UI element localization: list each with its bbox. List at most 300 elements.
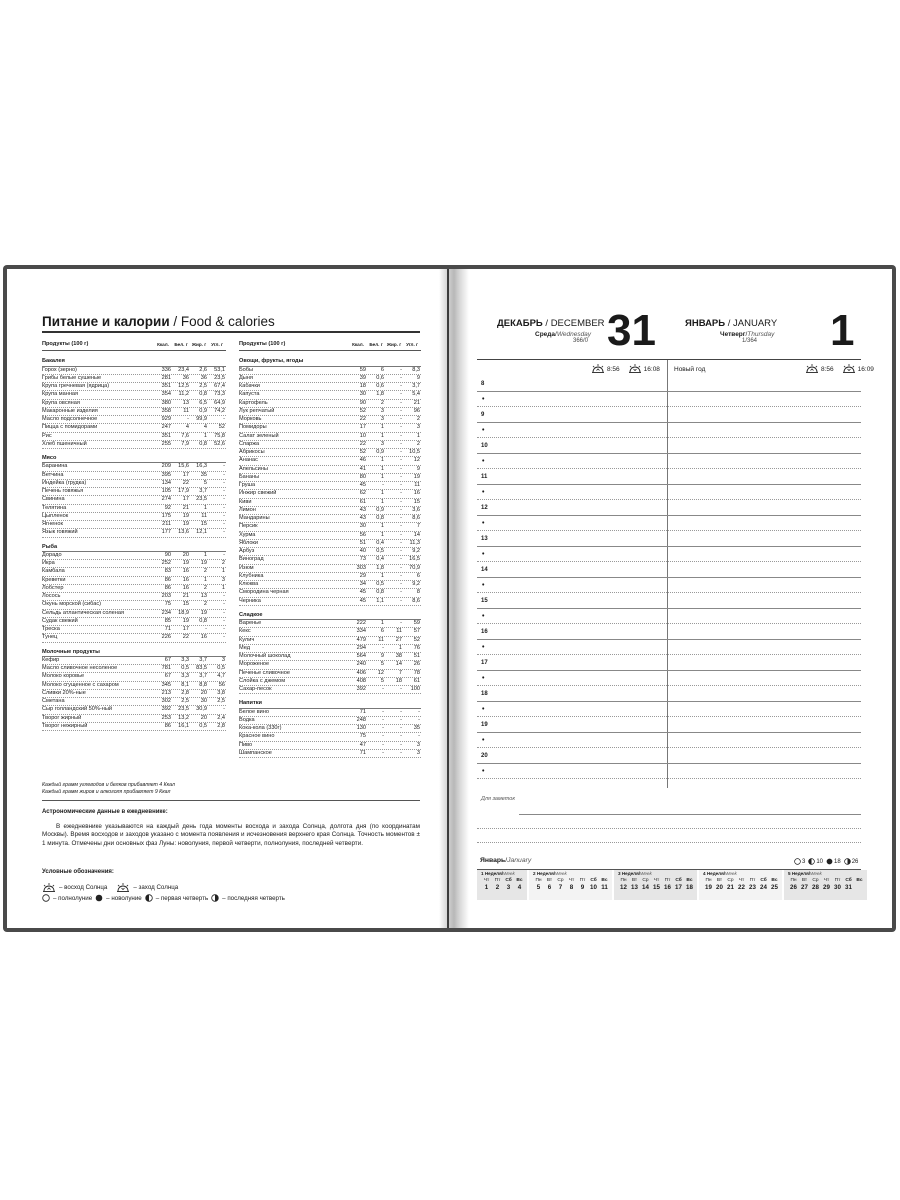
- nutrient-value: 12: [377, 669, 384, 676]
- table-row: [42, 400, 226, 408]
- week-title: 5 Неделя/Week: [788, 871, 822, 876]
- half-hour-slot[interactable]: [477, 764, 861, 780]
- calendar-day[interactable]: 28: [812, 884, 819, 891]
- calendar-day[interactable]: 6: [547, 884, 552, 891]
- nutrient-value: 67,4: [214, 383, 225, 389]
- nutrient-value: 15,6: [178, 463, 189, 470]
- table-row: [42, 552, 226, 560]
- table-row: [42, 715, 226, 723]
- weekday-abbr: Вт: [546, 878, 553, 883]
- footnote-2: Каждый грамм жиров и алкоголя прибавляет 9 Ккал: [42, 789, 171, 795]
- nutrient-value: 23,5: [214, 374, 225, 381]
- full-moon-icon: [794, 858, 801, 865]
- nutrient-value: 9,2: [412, 581, 420, 587]
- nutrient-value: 19: [182, 521, 189, 527]
- nutrient-value: 5: [380, 677, 384, 684]
- half-hour-slot[interactable]: [477, 392, 861, 408]
- nutrient-value: 2,8: [217, 722, 225, 729]
- weekday-abbr: Пт: [494, 878, 501, 883]
- table-row: [42, 433, 226, 441]
- product-name: Горох (зерно): [42, 366, 77, 373]
- product-name: Камбала: [42, 568, 65, 575]
- nutrient-value: 11: [414, 482, 420, 488]
- nutrient-value: 11: [183, 407, 189, 414]
- food-section-title: Мясо: [42, 455, 226, 463]
- week-label-en: Week: [555, 871, 567, 876]
- half-hour-dot: •: [482, 520, 485, 527]
- product-name: Лосось: [42, 593, 61, 599]
- calendar-day-empty: [854, 884, 865, 891]
- half-hour-slot[interactable]: [477, 423, 861, 439]
- nutrient-value: 1: [221, 568, 225, 575]
- hour-slot[interactable]: [477, 531, 861, 547]
- hour-label: 10: [481, 442, 488, 449]
- calendar-day[interactable]: 18: [686, 884, 693, 891]
- nutrient-value: -: [223, 551, 225, 558]
- nutrient-value: 1: [380, 473, 384, 480]
- nutrient-value: 247: [161, 424, 171, 431]
- nutrient-value: 175: [161, 512, 171, 519]
- hour-slot[interactable]: [477, 686, 861, 702]
- nutrient-value: -: [400, 416, 402, 422]
- nutrient-value: -: [382, 741, 384, 748]
- nutrient-value: 74,2: [214, 407, 225, 414]
- nutrient-value: 59: [359, 366, 366, 373]
- table-row: [239, 717, 421, 725]
- notes-area[interactable]: [477, 801, 861, 843]
- product-name: Язык говяжий: [42, 529, 78, 536]
- nutrient-value: -: [400, 457, 402, 464]
- week-label-en: Week: [503, 871, 515, 876]
- nutrient-value: 8,8: [199, 681, 207, 688]
- nutrient-value: -: [223, 479, 225, 486]
- sunset-icon: [116, 883, 130, 892]
- weekday-abbr: Ср: [727, 878, 734, 883]
- hour-slot[interactable]: [477, 438, 861, 454]
- table-row: [239, 515, 421, 523]
- half-hour-slot[interactable]: [477, 640, 861, 656]
- calendar-day[interactable]: 29: [823, 884, 830, 891]
- first-quarter-icon: [145, 894, 153, 902]
- calendar-day[interactable]: 20: [716, 884, 723, 891]
- nutrient-value: 26: [413, 661, 420, 668]
- nutrient-value: 15: [413, 498, 420, 505]
- calendar-day[interactable]: 2: [495, 884, 500, 891]
- nutrient-value: 29: [359, 572, 366, 579]
- nutrient-value: 9: [380, 653, 384, 659]
- weekday-abbr: Вс: [771, 878, 778, 883]
- hour-slot[interactable]: [477, 469, 861, 485]
- nutrient-value: 252: [161, 560, 171, 566]
- table-row: [239, 499, 421, 507]
- sunrise-time: 8:56: [821, 366, 834, 373]
- week-title: 4 Неделя/Week: [703, 871, 737, 876]
- table-row: [239, 400, 421, 408]
- calendar-day[interactable]: 5: [536, 884, 541, 891]
- table-row: [42, 690, 226, 698]
- table-row: [42, 488, 226, 496]
- nutrient-value: 3,3: [181, 673, 189, 680]
- calendar-day[interactable]: 13: [631, 884, 638, 891]
- nutrient-value: 75: [359, 733, 366, 740]
- product-name: Ананас: [239, 457, 258, 464]
- nutrient-value: 177: [161, 529, 171, 536]
- product-name: Сельдь атлантическая соленая: [42, 609, 124, 616]
- nutrient-value: 7,6: [181, 432, 189, 439]
- legend-new-moon: – новолуние: [106, 894, 142, 902]
- nutrient-value: -: [223, 617, 225, 624]
- header-value: Ккал.: [157, 342, 169, 347]
- nutrient-value: 75: [164, 601, 171, 608]
- nutrient-value: 14: [413, 531, 420, 538]
- product-name: Груша: [239, 482, 256, 488]
- calendar-day[interactable]: 7: [558, 884, 563, 891]
- nutrient-value: 0,6: [376, 374, 384, 381]
- nutrient-value: 53,1: [214, 366, 225, 373]
- nutrient-value: 43: [359, 515, 366, 521]
- nutrient-value: 13,2: [178, 714, 189, 721]
- table-row: [239, 637, 421, 645]
- nutrient-value: 67: [164, 673, 171, 680]
- hour-slot[interactable]: [477, 562, 861, 578]
- product-name: Грибы белые сушеные: [42, 374, 102, 381]
- calendar-day[interactable]: 9: [580, 884, 585, 891]
- weekday-abbr: Чт: [653, 878, 660, 883]
- nutrient-value: 90: [164, 551, 171, 558]
- half-hour-dot: •: [482, 489, 485, 496]
- product-name: Икра: [42, 560, 55, 566]
- hour-slot[interactable]: [477, 655, 861, 671]
- calendar-week: [614, 870, 697, 900]
- nutrient-value: 0,5: [376, 581, 384, 587]
- moon-phase-day: 3: [802, 858, 806, 865]
- table-row: [42, 513, 226, 521]
- nutrient-value: 5: [203, 479, 207, 486]
- calendar-day[interactable]: 19: [705, 884, 712, 891]
- calendar-day[interactable]: 21: [727, 884, 734, 891]
- day-number-row: [481, 883, 525, 891]
- nutrient-value: 781: [161, 665, 171, 671]
- nutrient-value: 11: [378, 636, 384, 643]
- nutrient-value: 2: [416, 416, 420, 422]
- nutrient-value: -: [400, 366, 402, 373]
- nutrient-value: -: [400, 523, 402, 530]
- half-hour-dot: •: [482, 675, 485, 682]
- nutrient-value: 27: [395, 636, 402, 643]
- nutrient-value: -: [400, 572, 402, 579]
- nutrient-value: 18: [395, 677, 402, 684]
- weekday-abbr: Пн: [705, 878, 712, 883]
- table-row: [42, 657, 226, 665]
- half-hour-slot[interactable]: [477, 671, 861, 687]
- weekday-row: [481, 876, 525, 883]
- nutrient-value: 13,6: [178, 529, 189, 536]
- calendar-day[interactable]: 10: [590, 884, 597, 891]
- nutrient-value: 3: [380, 440, 384, 447]
- nutrient-value: 3: [221, 656, 225, 663]
- calendar-day[interactable]: 24: [760, 884, 767, 891]
- table-row: [239, 565, 421, 573]
- nutrient-value: 7: [416, 523, 420, 530]
- nutrient-value: 56: [359, 531, 366, 538]
- nutrient-value: 11: [201, 512, 207, 519]
- half-hour-slot[interactable]: [477, 578, 861, 594]
- hour-label: 17: [481, 659, 488, 666]
- hour-label: 20: [481, 752, 488, 759]
- hour-slot[interactable]: [477, 500, 861, 516]
- week-label-en: Week: [725, 871, 737, 876]
- table-row: [239, 532, 421, 540]
- table-row: [239, 661, 421, 669]
- weekday-abbr: Пн: [535, 878, 542, 883]
- nutrient-value: -: [382, 708, 384, 715]
- product-name: Молоко коровье: [42, 673, 85, 680]
- nutrient-value: 16,1: [178, 722, 189, 729]
- product-name: Кефир: [42, 656, 60, 663]
- half-hour-slot[interactable]: [477, 485, 861, 501]
- nutrient-value: -: [400, 440, 402, 447]
- nutrient-value: -: [223, 512, 225, 519]
- food-section-title: Напитки: [239, 700, 421, 708]
- nutrient-value: 2,4: [217, 714, 225, 721]
- product-name: Виноград: [239, 556, 264, 563]
- nutrient-value: 3,7: [199, 673, 207, 680]
- nutrient-value: 8,3: [412, 366, 420, 373]
- nutrient-value: 211: [162, 521, 171, 527]
- calendar-day[interactable]: 27: [801, 884, 808, 891]
- nutrient-value: 6: [380, 628, 384, 635]
- product-name: Персик: [239, 523, 258, 530]
- nutrient-value: 20: [200, 689, 207, 696]
- nutrient-value: 134: [161, 479, 171, 486]
- product-name: Хурма: [239, 531, 256, 538]
- nutrient-value: 345: [161, 681, 171, 688]
- product-name: Хлеб пшеничный: [42, 440, 87, 447]
- calendar-day[interactable]: 8: [569, 884, 574, 891]
- nutrient-value: 2: [380, 399, 384, 406]
- nutrient-value: 35: [200, 471, 207, 478]
- half-hour-slot[interactable]: [477, 454, 861, 470]
- calendar-day[interactable]: 30: [834, 884, 841, 891]
- nutrient-value: 90: [359, 399, 366, 406]
- half-hour-slot[interactable]: [477, 547, 861, 563]
- nutrient-value: 3,7: [412, 383, 420, 389]
- hour-slot[interactable]: [477, 748, 861, 764]
- product-name: Масло подсолнечное: [42, 416, 98, 422]
- half-hour-slot[interactable]: [477, 733, 861, 749]
- nutrient-value: 16: [182, 576, 189, 583]
- calendar-day[interactable]: 16: [664, 884, 671, 891]
- calendar-day[interactable]: 15: [653, 884, 660, 891]
- nutrient-value: 10,5: [409, 449, 420, 455]
- food-section-title: Сладкое: [239, 612, 421, 620]
- nutrient-value: 1: [380, 523, 384, 530]
- product-name: Кока-кола (330г): [239, 725, 282, 731]
- food-section-title: Рыба: [42, 544, 226, 552]
- product-name: Смородина черная: [239, 589, 289, 596]
- nutrient-value: 303: [356, 564, 366, 571]
- legend-line-moon: [42, 894, 285, 902]
- nutrient-value: 22: [182, 479, 189, 486]
- moon-phase-day: 10: [816, 858, 824, 865]
- product-name: Пицца с помидорами: [42, 424, 98, 431]
- half-hour-dot: •: [482, 582, 485, 589]
- product-name: Красное вино: [239, 733, 275, 740]
- nutrient-value: 83: [164, 568, 171, 575]
- calendar-week: [784, 870, 867, 900]
- nutrient-value: 4,7: [217, 673, 225, 680]
- product-name: Мед: [239, 644, 250, 651]
- table-row: [239, 441, 421, 449]
- nutrient-value: 234: [161, 609, 171, 616]
- table-row: [239, 391, 421, 399]
- nutrient-value: 10: [359, 432, 366, 439]
- table-row: [42, 601, 226, 609]
- nutrient-value: -: [400, 556, 402, 563]
- nutrient-value: 281: [161, 374, 171, 381]
- product-name: Рис: [42, 432, 52, 439]
- hour-label: 19: [481, 721, 488, 728]
- product-name: Ягненок: [42, 521, 63, 527]
- nutrient-value: 86: [164, 576, 171, 583]
- nutrient-value: 2,6: [199, 366, 207, 373]
- nutrient-value: -: [187, 416, 189, 422]
- product-name: Индейка (грудка): [42, 479, 87, 486]
- nutrient-value: 30,9: [196, 706, 207, 713]
- half-hour-slot[interactable]: [477, 609, 861, 625]
- weekday-abbr: Вс: [516, 878, 523, 883]
- calendar-day[interactable]: 14: [642, 884, 649, 891]
- table-row: [42, 441, 226, 449]
- table-row: [239, 742, 421, 750]
- nutrient-value: 56: [218, 681, 225, 688]
- week-label: Неделя: [484, 871, 502, 876]
- table-row: [239, 670, 421, 678]
- half-hour-dot: •: [482, 427, 485, 434]
- half-hour-slot[interactable]: [477, 516, 861, 532]
- calendar-day[interactable]: 25: [771, 884, 778, 891]
- nutrient-value: 1,1: [376, 597, 384, 604]
- nutrient-value: 34: [359, 581, 366, 587]
- half-hour-dot: •: [482, 396, 485, 403]
- table-row: [239, 598, 421, 606]
- nutrient-value: 71: [359, 708, 366, 715]
- nutrient-value: 59: [413, 620, 420, 626]
- week-label: Неделя: [536, 871, 554, 876]
- product-name: Слойка с джемом: [239, 677, 286, 684]
- moon-phase-day: 26: [851, 858, 859, 865]
- nutrient-value: 0,9: [376, 506, 384, 513]
- nutrient-value: 9: [416, 465, 420, 472]
- calendar-day[interactable]: 23: [749, 884, 756, 891]
- nutrient-value: 564: [356, 653, 366, 659]
- nutrient-value: -: [400, 498, 402, 505]
- table-row: [42, 416, 226, 424]
- weekday-name: Среда/Wednesday: [535, 331, 592, 338]
- nutrient-value: -: [400, 391, 402, 398]
- calendar-day[interactable]: 4: [517, 884, 522, 891]
- nutrient-value: -: [418, 716, 420, 723]
- product-name: Варенье: [239, 620, 262, 626]
- calendar-day[interactable]: 31: [845, 884, 852, 891]
- table-row: [239, 589, 421, 597]
- nutrient-value: 99,9: [196, 416, 207, 422]
- food-section: [239, 612, 421, 695]
- nutrient-value: -: [205, 626, 207, 632]
- nutrient-value: 3: [416, 424, 420, 431]
- nutrient-value: 7: [398, 669, 402, 676]
- calendar-week: [699, 870, 782, 900]
- half-hour-slot[interactable]: [477, 702, 861, 718]
- product-name: Сахар-песок: [239, 686, 272, 692]
- calendar-day[interactable]: 26: [790, 884, 797, 891]
- nutrient-value: -: [400, 564, 402, 571]
- sunrise-icon: [42, 883, 56, 892]
- table-row: [239, 466, 421, 474]
- table-row: [239, 678, 421, 686]
- footnote-1: Каждый грамм углеводов и белков прибавляет 4 Ккал: [42, 782, 175, 788]
- calendar-day[interactable]: 11: [601, 884, 608, 891]
- hour-slot[interactable]: [477, 376, 861, 392]
- mini-calendar: [477, 869, 861, 900]
- nutrient-value: 351: [161, 383, 171, 389]
- calendar-day[interactable]: 22: [738, 884, 745, 891]
- nutrient-value: 11: [396, 628, 402, 635]
- day-number-row: [533, 883, 610, 891]
- table-row: [239, 507, 421, 515]
- nutrient-value: -: [382, 716, 384, 723]
- product-name: Мандарины: [239, 515, 270, 521]
- nutrient-value: 358: [161, 407, 171, 414]
- nutrient-value: 80: [359, 473, 366, 480]
- food-section-title: Молочные продукты: [42, 649, 226, 657]
- table-row: [42, 626, 226, 634]
- table-row: [42, 610, 226, 618]
- nutrient-value: 43: [359, 506, 366, 513]
- table-row: [42, 383, 226, 391]
- weekday-abbr: Чт: [568, 878, 575, 883]
- nutrient-value: 1: [221, 584, 225, 591]
- legend-sunrise: – восход Солнца: [59, 884, 108, 891]
- product-name: Творог нежирный: [42, 722, 88, 729]
- hour-grid[interactable]: [477, 376, 861, 779]
- table-row: [42, 634, 226, 642]
- hour-slot[interactable]: [477, 624, 861, 640]
- calendar-day[interactable]: 1: [484, 884, 489, 891]
- nutrient-value: 96: [413, 407, 420, 414]
- nutrient-value: 40: [359, 548, 366, 554]
- nutrient-value: 929: [161, 416, 171, 422]
- hour-slot[interactable]: [477, 717, 861, 733]
- month-name: ДЕКАБРЬ / DECEMBER: [497, 318, 605, 329]
- hour-slot[interactable]: [477, 407, 861, 423]
- table-row: [42, 424, 226, 432]
- nutrient-value: 255: [161, 440, 171, 447]
- nutrient-value: 92: [164, 504, 171, 511]
- nutrient-value: -: [223, 504, 225, 511]
- calendar-day[interactable]: 3: [506, 884, 511, 891]
- hour-label: 12: [481, 504, 488, 511]
- hour-slot[interactable]: [477, 593, 861, 609]
- calendar-day[interactable]: 17: [675, 884, 682, 891]
- half-hour-dot: •: [482, 613, 485, 620]
- holiday-label: Новый год: [674, 366, 706, 373]
- calendar-day[interactable]: 12: [620, 884, 627, 891]
- week-title: 1 Неделя/Week: [481, 871, 515, 876]
- nutrient-value: -: [223, 706, 225, 713]
- new-moon-icon: [95, 894, 103, 902]
- half-hour-dot: •: [482, 644, 485, 651]
